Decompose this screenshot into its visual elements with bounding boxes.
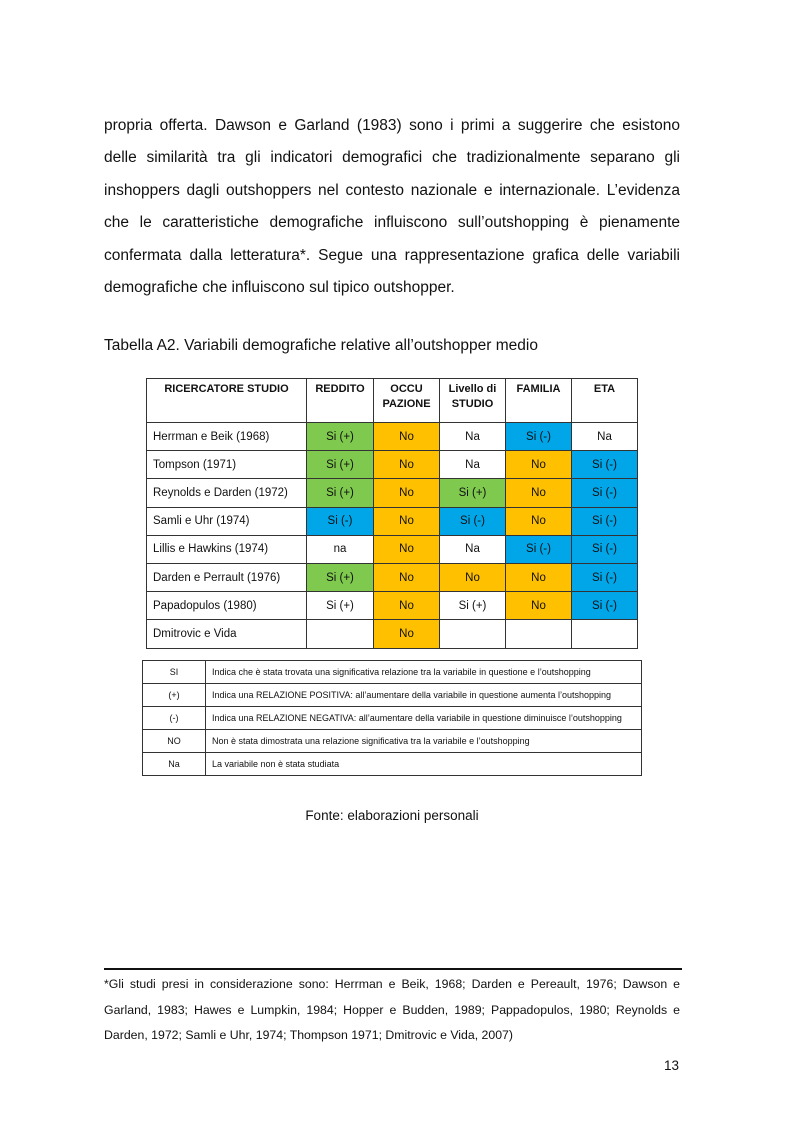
value-cell — [374, 563, 440, 591]
header-study: RICERCATORE STUDIO — [147, 379, 307, 423]
table-row — [147, 479, 638, 507]
value-text: No — [465, 571, 480, 584]
table-row — [147, 563, 638, 591]
study-cell: Lillis e Hawkins (1974) — [147, 535, 307, 563]
value-text: Si (+) — [326, 571, 354, 584]
value-cell — [374, 535, 440, 563]
table-body — [147, 423, 638, 649]
value-cell — [572, 479, 638, 507]
value-cell — [374, 507, 440, 535]
value-cell — [506, 479, 572, 507]
header-eta: ETA — [572, 379, 638, 423]
table-row — [147, 451, 638, 479]
value-cell — [572, 507, 638, 535]
value-cell — [572, 620, 638, 648]
value-text: No — [399, 599, 414, 612]
value-cell — [440, 620, 506, 648]
value-text: Si (+) — [326, 430, 354, 443]
legend-table — [142, 660, 642, 776]
table-row — [147, 592, 638, 620]
value-cell — [506, 451, 572, 479]
value-text: Si (-) — [592, 515, 617, 528]
table-row — [147, 507, 638, 535]
value-cell — [440, 535, 506, 563]
value-cell — [440, 479, 506, 507]
value-text: Si (-) — [460, 515, 485, 528]
source-note: Fonte: elaborazioni personali — [305, 808, 479, 823]
header-reddito: REDDITO — [307, 379, 374, 423]
footnote-divider — [104, 968, 682, 970]
demographics-table — [146, 378, 638, 649]
value-cell — [307, 507, 374, 535]
value-cell — [506, 535, 572, 563]
value-cell — [506, 563, 572, 591]
value-text: Si (-) — [592, 599, 617, 612]
header-occupazione: OCCU PAZIONE — [374, 379, 440, 423]
value-cell — [440, 451, 506, 479]
legend-code: SI — [143, 661, 206, 684]
value-cell — [572, 535, 638, 563]
value-cell — [440, 423, 506, 451]
value-cell — [506, 507, 572, 535]
value-text: Si (+) — [326, 486, 354, 499]
value-text: No — [399, 430, 414, 443]
study-cell: Papadopulos (1980) — [147, 592, 307, 620]
value-text: Si (-) — [526, 543, 551, 556]
legend-description: Indica una RELAZIONE POSITIVA: all’aumentare della variabile in questione aumenta l’outshopping — [206, 684, 642, 707]
legend-description: Indica una RELAZIONE NEGATIVA: all’aumentare della variabile in questione diminuisce l’outshopping — [206, 707, 642, 730]
footnote: *Gli studi presi in considerazione sono: Herrman e Beik, 1968; Darden e Pereault, 1976; Dawson e Garland, 1983; Hawes e Lumpkin, 1984; Hopper e Budden, 1989; Pappadopulos, 1980; Reynolds e Darden, 1972; Samli e Uhr, 1974; Thompson 1971; Dmitrovic e Vida, 2007) — [104, 977, 680, 1042]
value-cell — [572, 451, 638, 479]
value-text: No — [531, 486, 546, 499]
value-text: Na — [465, 430, 480, 443]
body-paragraph: propria offerta. Dawson e Garland (1983) sono i primi a suggerire che esistono delle similarità tra gli indicatori demografici che tradizionalmente separano gli inshoppers dagli outshoppers nel contesto nazionale e internazionale. L’evidenza che le caratteristiche demografiche influiscono sull’outshopping è pienamente confermata dalla letteratura*. Segue una rappresentazione grafica delle variabili demografiche che influiscono sul tipico outshopper. — [104, 117, 680, 297]
legend-row — [143, 661, 642, 684]
legend-row — [143, 707, 642, 730]
value-text: Na — [465, 458, 480, 471]
value-cell — [572, 592, 638, 620]
table-row — [147, 535, 638, 563]
value-text: No — [531, 599, 546, 612]
value-cell — [307, 592, 374, 620]
study-cell: Dmitrovic e Vida — [147, 620, 307, 648]
legend-description: Non è stata dimostrata una relazione significativa tra la variabile e l’outshopping — [206, 730, 642, 753]
table-caption: Tabella A2. Variabili demografiche relative all’outshopper medio — [104, 337, 538, 354]
value-text: Si (-) — [592, 458, 617, 471]
value-cell — [440, 563, 506, 591]
value-cell — [374, 620, 440, 648]
legend-row — [143, 684, 642, 707]
study-cell: Darden e Perrault (1976) — [147, 563, 307, 591]
value-cell — [374, 592, 440, 620]
header-livello-studio: Livello di STUDIO — [440, 379, 506, 423]
value-text: No — [531, 571, 546, 584]
value-cell — [506, 592, 572, 620]
value-text: No — [399, 571, 414, 584]
legend-description: La variabile non è stata studiata — [206, 753, 642, 776]
value-cell — [374, 479, 440, 507]
value-text: na — [333, 543, 347, 556]
table-header-row — [147, 379, 638, 423]
value-text: No — [531, 515, 546, 528]
legend-code: Na — [143, 753, 206, 776]
study-cell: Samli e Uhr (1974) — [147, 507, 307, 535]
value-text: Si (+) — [458, 599, 487, 612]
legend-code: (+) — [143, 684, 206, 707]
value-text: No — [531, 458, 546, 471]
value-cell — [307, 535, 374, 563]
value-cell — [440, 507, 506, 535]
legend-row — [143, 753, 642, 776]
study-cell: Tompson (1971) — [147, 451, 307, 479]
value-text: Si (-) — [526, 430, 551, 443]
table-row — [147, 423, 638, 451]
value-text: Na — [465, 543, 480, 556]
value-text: No — [399, 486, 414, 499]
value-cell — [374, 451, 440, 479]
value-text: Si (-) — [592, 486, 617, 499]
value-text: Si (+) — [326, 599, 354, 612]
value-cell — [440, 592, 506, 620]
value-text: Si (-) — [327, 515, 353, 528]
page-number: 13 — [664, 1058, 680, 1073]
value-cell — [307, 423, 374, 451]
legend-description: Indica che è stata trovata una significativa relazione tra la variabile in questione e l’outshopping — [206, 661, 642, 684]
study-cell: Herrman e Beik (1968) — [147, 423, 307, 451]
value-cell — [307, 620, 374, 648]
value-cell — [506, 620, 572, 648]
legend-row — [143, 730, 642, 753]
value-text: Si (+) — [326, 458, 354, 471]
value-cell — [572, 423, 638, 451]
value-text: No — [399, 543, 414, 556]
header-familia: FAMILIA — [506, 379, 572, 423]
value-cell — [307, 479, 374, 507]
value-cell — [307, 451, 374, 479]
legend-code: (-) — [143, 707, 206, 730]
value-text: No — [399, 458, 414, 471]
value-cell — [506, 423, 572, 451]
value-text: No — [399, 627, 414, 640]
table-row — [147, 620, 638, 648]
value-text: Si (+) — [458, 486, 487, 499]
study-cell: Reynolds e Darden (1972) — [147, 479, 307, 507]
value-text: Si (-) — [592, 571, 617, 584]
value-text: Na — [597, 430, 612, 443]
value-cell — [307, 563, 374, 591]
value-cell — [374, 423, 440, 451]
value-text: Si (-) — [592, 543, 617, 556]
legend-code: NO — [143, 730, 206, 753]
value-text: No — [399, 515, 414, 528]
value-cell — [572, 563, 638, 591]
